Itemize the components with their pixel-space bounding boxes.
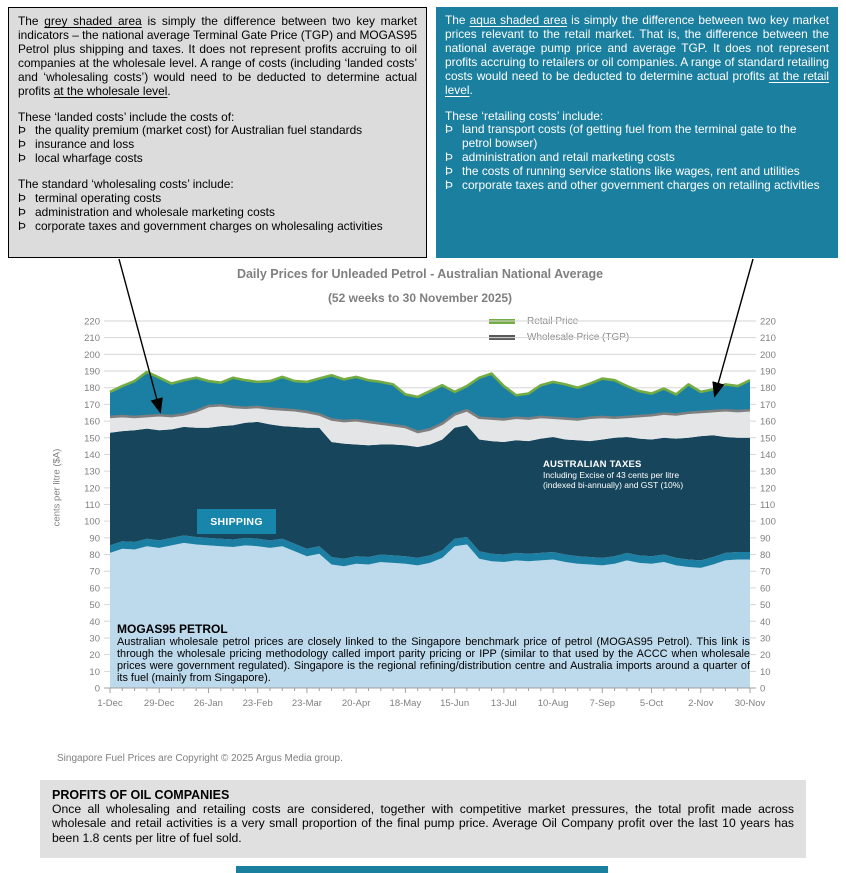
x-tick-label: 13-Jul: [490, 698, 517, 709]
y-tick-label-right: 0: [760, 683, 766, 695]
thorn-bullet-icon: Þ: [18, 218, 26, 233]
y-tick-label-right: 220: [760, 316, 776, 328]
y-tick-label-right: 190: [760, 366, 776, 378]
taxes-annotation: [543, 459, 735, 490]
mogas-annotation-title: MOGAS95 PETROL: [117, 622, 228, 636]
y-tick-label-right: 200: [760, 349, 776, 361]
y-tick-label-right: 130: [760, 466, 776, 478]
mogas-annotation-body: Australian wholesale petrol prices are closely linked to the Singapore benchmark price of petrol (MOGAS95 Petrol). This link is through the wholesale pricing methodology called import parity pricing or IPP (similar to that used by the ACCC when wholesale prices were government regulated). Singapore is the regional refining/distribution centre and Australia imports around a quarter of its fuel (mainly from Singapore).: [117, 636, 750, 684]
retailing-costs-intro: These ‘retailing costs’ include:: [445, 108, 604, 123]
y-tick-label-left: 220: [84, 316, 100, 328]
aqua-underline-1: aqua shaded area: [469, 13, 568, 27]
y-tick-label-right: 80: [760, 550, 771, 562]
y-tick-label-left: 120: [84, 483, 100, 495]
thorn-bullet-icon: Þ: [445, 122, 453, 137]
y-tick-label-left: 20: [89, 650, 100, 662]
shipping-label: SHIPPING: [197, 509, 276, 534]
y-tick-label-left: 0: [94, 683, 100, 695]
y-tick-label-left: 210: [84, 333, 100, 345]
x-tick-label: 18-May: [389, 698, 422, 709]
y-tick-label-right: 50: [760, 600, 771, 612]
y-tick-label-right: 40: [760, 616, 771, 628]
y-tick-label-right: 150: [760, 433, 776, 445]
x-tick-label: 15-Jun: [440, 698, 470, 709]
list-item: Þ land transport costs (of getting fuel from the terminal gate to the petrol bowser): [445, 122, 797, 151]
copyright-text: Singapore Fuel Prices are Copyright © 2025 Argus Media group.: [57, 753, 343, 764]
y-tick-label-right: 110: [760, 500, 776, 511]
y-tick-label-right: 30: [760, 633, 771, 645]
chart-title: Daily Prices for Unleaded Petrol - Australian National Average: [236, 267, 604, 281]
list-item: Þ terminal operating costs: [18, 191, 162, 206]
list-item: Þ the costs of running service stations like wages, rent and utilities: [445, 164, 800, 179]
x-tick-label: 23-Feb: [242, 698, 273, 709]
y-tick-label-right: 70: [760, 566, 771, 578]
profits-box: [40, 780, 806, 858]
y-tick-label-right: 20: [760, 650, 771, 662]
bottom-accent-bar: [236, 866, 608, 873]
thorn-bullet-icon: Þ: [445, 150, 453, 165]
y-tick-label-right: 120: [760, 483, 776, 495]
mogas-annotation: [117, 622, 750, 684]
grey-paragraph: The grey shaded area is simply the difference between two key market indicators – the national average Terminal Gate Price (TGP) and MOGAS95 Petrol plus shipping and taxes. It does not represent profits accruing to oil companies at the wholesale level. A range of costs (including ‘landed costs’ and ‘wholesaling costs’) would need to be deducted to determine actual profits at the wholesale level.: [18, 14, 417, 98]
y-tick-label-left: 150: [84, 433, 100, 445]
y-tick-label-right: 90: [760, 533, 771, 545]
list-item: Þ the quality premium (market cost) for Australian fuel standards: [18, 123, 363, 138]
profits-body: Once all wholesaling and retailing costs are considered, together with competitive market pressures, the total profit made across wholesale and retail activities is a very small proportion of the final pump price. Average Oil Company profit over the last 10 years has been 1.8 cents per litre of fuel sold.: [52, 802, 794, 845]
y-tick-label-right: 210: [760, 333, 776, 345]
y-tick-label-left: 60: [89, 583, 100, 595]
thorn-bullet-icon: Þ: [445, 178, 453, 193]
wholesaling-costs-intro: The standard ‘wholesaling costs’ include:: [18, 177, 234, 192]
y-tick-label-left: 190: [84, 366, 100, 378]
landed-costs-intro: These ‘landed costs’ include the costs of:: [18, 109, 235, 124]
y-tick-label-left: 80: [89, 550, 100, 562]
chart-subtitle: (52 weeks to 30 November 2025): [327, 291, 513, 305]
x-tick-label: 2-Nov: [688, 698, 714, 709]
y-tick-label-right: 10: [760, 666, 771, 678]
x-tick-label: 7-Sep: [589, 698, 615, 709]
y-tick-label-left: 90: [89, 533, 100, 545]
y-tick-label-left: 140: [84, 449, 100, 461]
thorn-bullet-icon: Þ: [445, 164, 453, 179]
thorn-bullet-icon: Þ: [18, 137, 26, 152]
x-tick-label: 1-Dec: [97, 698, 123, 709]
aqua-info-box: [436, 7, 838, 258]
y-tick-label-left: 70: [89, 566, 100, 578]
y-tick-label-left: 50: [89, 600, 100, 612]
profits-title: PROFITS OF OIL COMPANIES: [52, 788, 230, 802]
x-tick-label: 30-Nov: [734, 698, 766, 709]
aqua-underline-2: at the retail level: [445, 68, 830, 97]
thorn-bullet-icon: Þ: [18, 205, 26, 220]
x-tick-label: 23-Mar: [291, 698, 322, 709]
y-tick-label-left: 130: [84, 466, 100, 478]
list-item: Þ administration and retail marketing costs: [445, 150, 675, 165]
taxes-annotation-title: AUSTRALIAN TAXES: [543, 459, 642, 470]
x-tick-label: 29-Dec: [143, 698, 175, 709]
x-tick-label: 5-Oct: [639, 698, 664, 709]
thorn-bullet-icon: Þ: [18, 191, 26, 206]
y-tick-label-left: 30: [89, 633, 100, 645]
y-tick-label-left: 40: [89, 616, 100, 628]
y-tick-label-right: 60: [760, 583, 771, 595]
y-axis-title: cents per litre ($A): [51, 448, 63, 527]
y-tick-label-left: 170: [84, 399, 100, 411]
grey-underline-1: grey shaded area: [44, 14, 142, 28]
y-tick-label-left: 10: [89, 666, 100, 678]
x-tick-label: 10-Aug: [537, 698, 569, 709]
list-item: Þ insurance and loss: [18, 137, 135, 152]
legend-label-wholesale: Wholesale Price (TGP): [527, 331, 630, 343]
thorn-bullet-icon: Þ: [18, 151, 26, 166]
list-item: Þ corporate taxes and government charges on wholesaling activities: [18, 218, 383, 233]
y-tick-label-left: 110: [84, 500, 100, 511]
y-tick-label-left: 200: [84, 349, 100, 361]
y-tick-label-right: 100: [760, 516, 776, 528]
legend-label-retail: Retail Price: [527, 315, 579, 327]
x-tick-label: 20-Apr: [341, 698, 371, 709]
aqua-paragraph: The aqua shaded area is simply the difference between two key market prices relevant to the retail market. That is, the difference between the national average pump price and average TGP. It does not represent profits accruing to retailers or oil companies. A range of standard retailing costs would need to be deducted to determine actual profits at the retail level.: [445, 13, 830, 97]
y-tick-label-right: 160: [760, 416, 776, 428]
y-tick-label-left: 180: [84, 383, 100, 395]
grey-info-box: [8, 7, 427, 258]
thorn-bullet-icon: Þ: [18, 123, 26, 138]
list-item: Þ local wharfage costs: [18, 151, 143, 166]
list-item: Þ administration and wholesale marketing costs: [18, 205, 275, 220]
grey-underline-2: at the wholesale level: [53, 83, 168, 98]
taxes-annotation-line1: Including Excise of 43 cents per litre: [543, 470, 680, 480]
y-tick-label-left: 100: [84, 516, 100, 528]
y-tick-label-right: 170: [760, 399, 776, 411]
taxes-annotation-line2: (indexed bi-annually) and GST (10%): [543, 480, 684, 491]
y-tick-label-right: 140: [760, 449, 776, 461]
y-tick-label-left: 160: [84, 416, 100, 428]
y-tick-label-right: 180: [760, 383, 776, 395]
x-tick-label: 26-Jan: [193, 698, 223, 709]
list-item: Þ corporate taxes and other government charges on retailing activities: [445, 178, 820, 193]
